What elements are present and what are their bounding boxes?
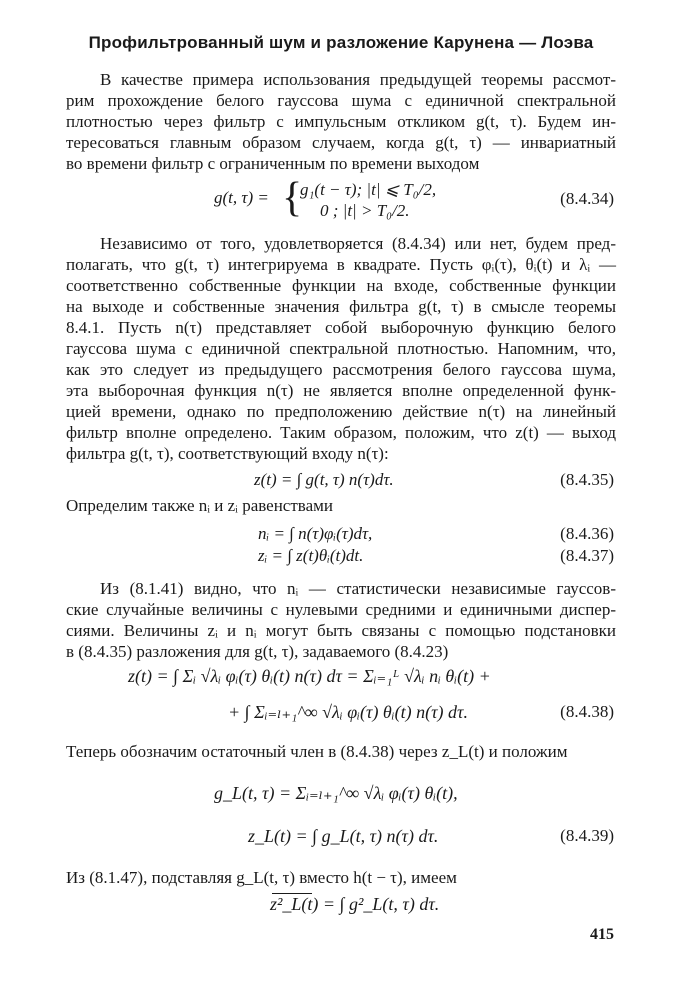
p5-text: Теперь обозначим остаточный член в (8.4.38) через z_L(t) и положим (66, 742, 568, 761)
p2-line-3: соответственно собственные функции на входе, собственные функции (66, 276, 616, 295)
p2-line-2: полагать, что g(t, τ) интегрируема в квадрате. Пусть φᵢ(τ), θᵢ(t) и λᵢ — (66, 255, 616, 274)
p1-line-2: рим прохождение белого гауссова шума с единичной спектральной (66, 91, 616, 110)
eq-8438-line-1: z(t) = ∫ Σᵢ √λᵢ φᵢ(τ) θᵢ(t) n(τ) dτ = Σᵢ₌₁ᴸ √λᵢ nᵢ θᵢ(t) + (128, 666, 491, 686)
eq-8438-line-2: + ∫ Σᵢ₌ₗ₊₁^∞ √λᵢ φᵢ(τ) θᵢ(t) n(τ) dτ. (228, 702, 468, 722)
eq-8434-lhs: g(t, τ) = (214, 188, 269, 207)
eq-8436: nᵢ = ∫ n(τ)φᵢ(τ)dτ, (258, 524, 373, 543)
p4-line-4: в (8.4.35) разложения для g(t, τ), задаваемого (8.4.23) (66, 642, 449, 661)
p3-text: Определим также nᵢ и zᵢ равенствами (66, 496, 333, 515)
eq-8437: zᵢ = ∫ z(t)θᵢ(t)dt. (258, 546, 364, 565)
p2-line-8: эта выборочная функция n(τ) не является вполне определенной функ- (66, 381, 616, 400)
eq-8437-number: (8.4.37) (560, 546, 614, 565)
p2-line-6: гауссова шума с единичной спектральной плотностью. Напомним, что, (66, 339, 616, 358)
eq-8435: z(t) = ∫ g(t, τ) n(τ)dτ. (254, 470, 394, 489)
eq-final: z²_L(t) = ∫ g²_L(t, τ) dτ. (270, 894, 440, 914)
p2-line-9: цией времени, однако по предположению действие n(τ) на линейный (66, 402, 616, 421)
p4-line-3: сиями. Величины zᵢ и nᵢ могут быть связаны с помощью подстановки (66, 621, 616, 640)
p2-line-10: фильтр вполне определено. Таким образом, положим, что z(t) — выход (66, 423, 616, 442)
eq-8434-case-1: g₁(t − τ); |t| ⩽ T₀/2, (300, 180, 437, 199)
overline (272, 893, 312, 894)
eq-8434-case-2: 0 ; |t| > T₀/2. (320, 201, 410, 220)
p1-line-4: тересоваться главным образом случаем, когда g(t, τ) — инвариатный (66, 133, 616, 152)
p2-line-4: на выходе и собственные значения фильтра g(t, τ) в смысле теоремы (66, 297, 616, 316)
eq-8434-number: (8.4.34) (560, 189, 614, 208)
p2-line-1: Независимо от того, удовлетворяется (8.4.34) или нет, будем пред- (100, 234, 616, 253)
page-header-title: Профильтрованный шум и разложение Карунена — Лоэва (88, 33, 594, 52)
p1-line-5: во времени фильтр с ограниченным по времени выходом (66, 154, 480, 173)
p1-line-1: В качестве примера использования предыдущей теоремы рассмот- (100, 70, 616, 89)
eq-8435-number: (8.4.35) (560, 470, 614, 489)
eq-8436-number: (8.4.36) (560, 524, 614, 543)
p2-line-5: 8.4.1. Пусть n(τ) представляет собой выборочную функцию белого (66, 318, 616, 337)
p1-line-3: плотностью через фильтр с импульсным откликом g(t, τ). Будем ин- (66, 112, 616, 131)
p6-text: Из (8.1.47), подставляя g_L(t, τ) вместо h(t − τ), имеем (66, 868, 457, 887)
p4-line-2: ские случайные величины с нулевыми средними и единичными диспер- (66, 600, 616, 619)
p4-line-1: Из (8.1.41) видно, что nᵢ — статистически независимые гауссов- (100, 579, 616, 598)
eq-8439-line-2: z_L(t) = ∫ g_L(t, τ) n(τ) dτ. (248, 826, 439, 846)
eq-8434-brace: { (282, 175, 303, 221)
eq-8438-number: (8.4.38) (560, 702, 614, 721)
p2-line-7: как это следует из предыдущего рассмотрения белого гауссова шума, (66, 360, 616, 379)
eq-8439-line-1: g_L(t, τ) = Σᵢ₌ₗ₊₁^∞ √λᵢ φᵢ(τ) θᵢ(t), (214, 783, 458, 803)
eq-8439-number: (8.4.39) (560, 826, 614, 845)
page-number: 415 (590, 926, 614, 943)
p2-line-11: фильтра g(t, τ), соответствующий входу n(τ): (66, 444, 389, 463)
